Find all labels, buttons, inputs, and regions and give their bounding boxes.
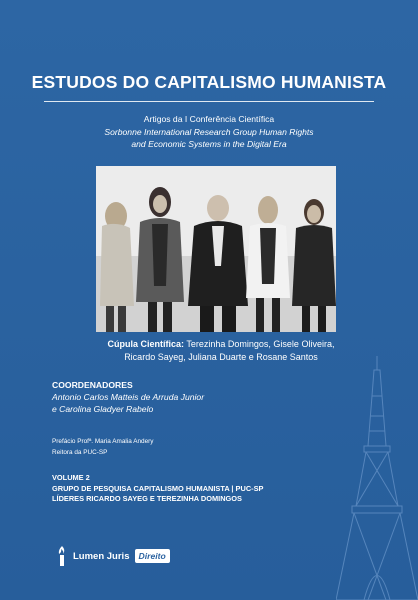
scientific-board-label: Cúpula Científica: (107, 339, 185, 349)
coordinators-heading: COORDENADORES (52, 380, 133, 390)
title-divider (44, 101, 374, 102)
preface-line-1: Prefácio Profª. Maria Amalia Andery (52, 438, 154, 445)
group-photo-illustration (96, 166, 336, 332)
coordinator-1: Antonio Carlos Matteis de Arruda Junior (52, 392, 205, 402)
volume-number: VOLUME 2 (52, 473, 90, 482)
publisher-logo (54, 545, 170, 567)
eiffel-tower-illustration (336, 356, 418, 600)
group-photo (96, 166, 336, 332)
publisher-name: Lumen Juris (73, 550, 130, 562)
scientific-board-line-2: Ricardo Sayeg, Juliana Duarte e Rosane Santos (124, 351, 318, 362)
preface-line-2: Reitora da PUC-SP (52, 449, 108, 456)
book-title: ESTUDOS DO CAPITALISMO HUMANISTA (31, 72, 387, 92)
subtitle-line-2: Sorbonne International Research Group Human Rights (104, 126, 314, 137)
coordinators-names (52, 391, 204, 415)
preface-credit (52, 436, 153, 458)
group-leaders: LÍDERES RICARDO SAYEG E TEREZINHA DOMINGOS (52, 494, 242, 503)
subtitle-line-1: Artigos da I Conferência Científica (143, 114, 275, 124)
scientific-board (96, 338, 346, 363)
book-subtitle (0, 113, 418, 151)
coordinator-2: e Carolina Gladyer Rabelo (52, 404, 154, 414)
volume-info (52, 473, 263, 505)
subtitle-line-3: and Economic Systems in the Digital Era (131, 139, 287, 149)
lumen-juris-torch-icon (54, 545, 70, 567)
publisher-badge: Direito (135, 549, 170, 563)
research-group: GRUPO DE PESQUISA CAPITALISMO HUMANISTA | PUC-SP (52, 483, 264, 493)
scientific-board-line-1: Terezinha Domingos, Gisele Oliveira, (184, 339, 335, 349)
